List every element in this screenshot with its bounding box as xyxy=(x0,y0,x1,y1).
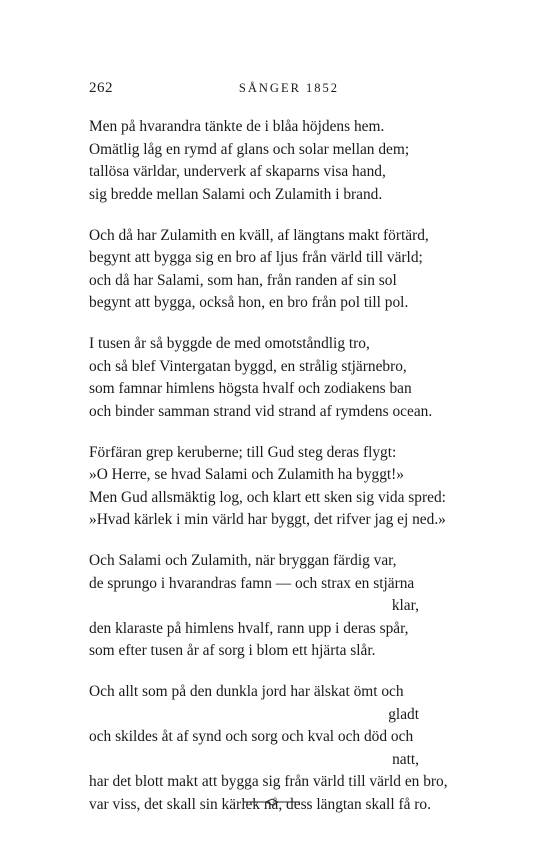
verse-line: Men Gud allsmäktig log, och klart ett sken sig vida spred: xyxy=(89,488,446,506)
verse-line: begynt att bygga sig en bro af ljus från värld till värld; xyxy=(89,249,423,266)
verse-line: tallösa världar, underverk af skaparns visa hand, xyxy=(89,163,386,180)
verse-line-continuation: gladt xyxy=(388,705,419,723)
verse-line: Och allt som på den dunkla jord har älskat ömt och xyxy=(89,683,404,700)
verse-line: begynt att bygga, också hon, en bro från pol till pol. xyxy=(89,294,409,311)
verse-line-continuation: natt, xyxy=(392,750,419,768)
verse-line: var viss, det skall sin kärlek nå, dess längtan skall få ro. xyxy=(89,795,431,813)
verse-line: Omätlig låg en rymd af glans och solar mellan dem; xyxy=(89,140,410,158)
verse-line: och så blef Vintergatan byggd, en strålig stjärnebro, xyxy=(89,357,407,375)
verse-line: »O Herre, se hvad Salami och Zulamith ha byggt!» xyxy=(89,466,404,483)
verse-line: Förfäran grep keruberne; till Gud steg deras flygt: xyxy=(89,443,397,461)
running-head: SÅNGER 1852 xyxy=(238,81,340,95)
verse-line-continuation: klar, xyxy=(391,597,419,614)
stanza-1 xyxy=(89,116,499,206)
stanza-4 xyxy=(89,442,499,532)
verse-line: de sprungo i hvarandras famn — och strax en stjärna xyxy=(89,574,415,592)
end-ornament xyxy=(242,797,302,807)
verse-line: »Hvad kärlek i min värld har byggt, det rifver jag ej ned.» xyxy=(89,511,446,528)
stanza-2 xyxy=(89,225,499,315)
poem-body xyxy=(89,116,499,835)
verse-line: som efter tusen år af sorg i blom ett hjärta slår. xyxy=(89,642,376,659)
verse-line: Men på hvarandra tänkte de i blåa höjdens hem. xyxy=(89,118,385,135)
verse-line: I tusen år så byggde de med omotståndlig tro, xyxy=(89,335,370,352)
stanza-3 xyxy=(89,333,499,423)
verse-line: och då har Salami, som han, från randen af sin sol xyxy=(89,271,397,289)
verse-line: Och då har Zulamith en kväll, af längtans makt förtärd, xyxy=(89,226,429,244)
page-header xyxy=(89,80,489,100)
stanza-6 xyxy=(89,681,499,816)
verse-line: har det blott makt att bygga sig från värld till värld en bro, xyxy=(89,773,448,790)
verse-line: sig bredde mellan Salami och Zulamith i brand. xyxy=(89,185,383,203)
verse-line: och skildes åt af synd och sorg och kval och död och xyxy=(89,728,414,745)
verse-line: och binder samman strand vid strand af rymdens ocean. xyxy=(89,402,433,420)
verse-line: som famnar himlens högsta hvalf och zodiakens ban xyxy=(89,380,412,397)
stanza-5 xyxy=(89,550,499,663)
verse-line: den klaraste på himlens hvalf, rann upp i deras spår, xyxy=(89,619,409,637)
verse-line: Och Salami och Zulamith, när bryggan färdig var, xyxy=(89,552,397,569)
page-number: 262 xyxy=(89,80,113,96)
